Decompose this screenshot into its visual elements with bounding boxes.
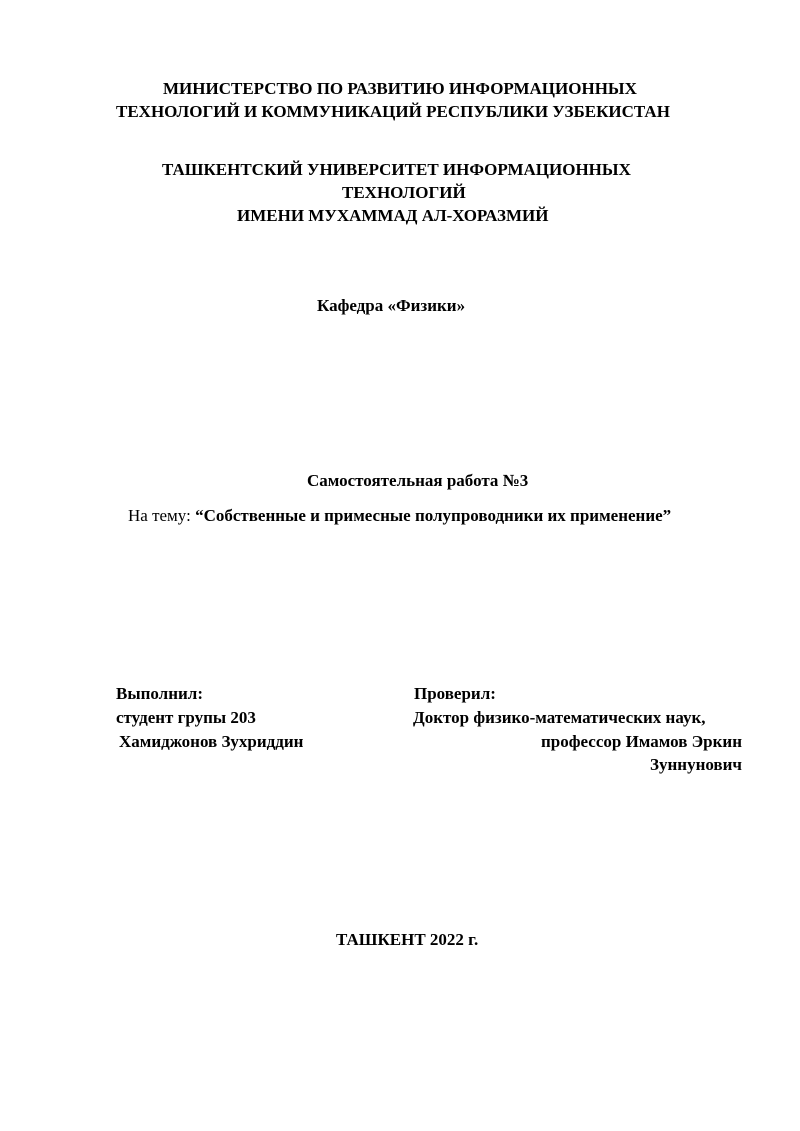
work-title: Самостоятельная работа №3: [307, 471, 529, 490]
performed-by-name: Хамиджонов Зухриддин: [119, 732, 304, 751]
ministry-line-2: ТЕХНОЛОГИЙ И КОММУНИКАЦИЙ РЕСПУБЛИКИ УЗБЕКИСТАН: [116, 102, 670, 121]
department: Кафедра «Физики»: [317, 296, 466, 315]
checked-by-label: Проверил:: [414, 684, 496, 703]
checked-by-name-line-2: Зуннунович: [650, 755, 742, 774]
city-year: ТАШКЕНТ 2022 г.: [336, 930, 479, 949]
ministry-line-1: МИНИСТЕРСТВО ПО РАЗВИТИЮ ИНФОРМАЦИОННЫХ: [163, 79, 637, 98]
university-line-2: ТЕХНОЛОГИЙ: [342, 183, 466, 202]
checked-by-name-line-1: профессор Имамов Эркин: [541, 732, 742, 751]
work-topic: [128, 505, 671, 527]
checked-by-degree: Доктор физико-математических наук,: [413, 708, 706, 727]
topic-text: “Собственные и примесные полупроводники их применение”: [195, 506, 672, 525]
performed-by-group: студент групы 203: [116, 708, 256, 727]
university-line-3: ИМЕНИ МУХАММАД АЛ-ХОРАЗМИЙ: [237, 206, 549, 225]
topic-prefix: На тему:: [128, 506, 191, 525]
university-line-1: ТАШКЕНТСКИЙ УНИВЕРСИТЕТ ИНФОРМАЦИОННЫХ: [162, 160, 631, 179]
performed-by-label: Выполнил:: [116, 684, 204, 703]
